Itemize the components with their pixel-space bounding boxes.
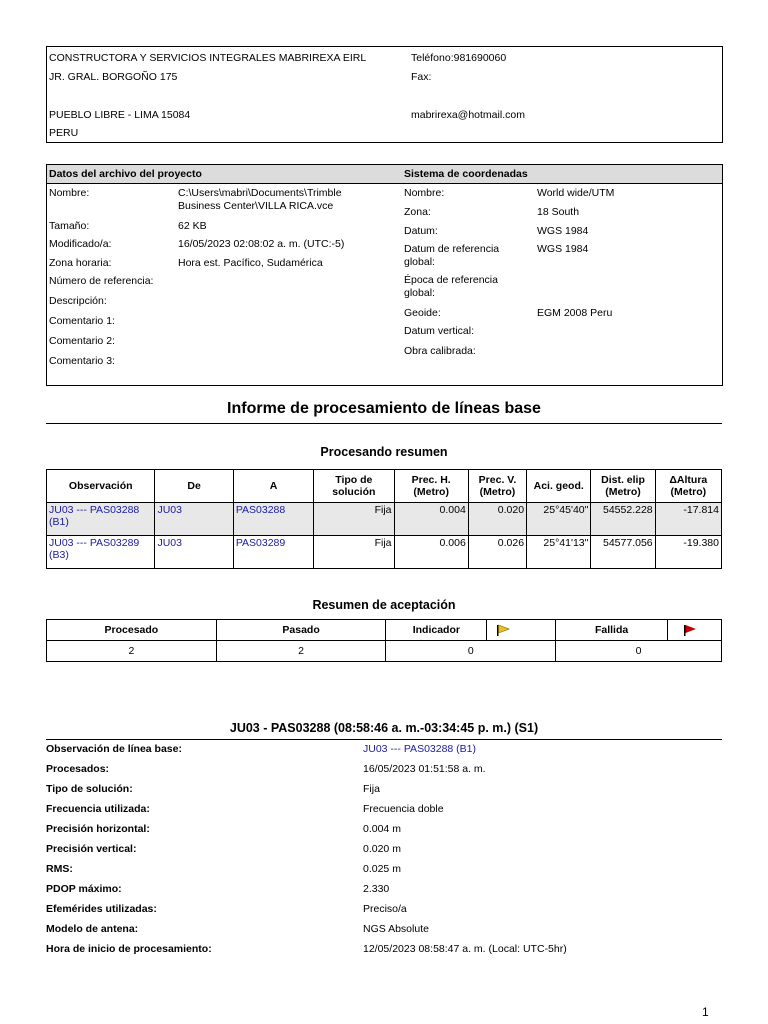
coord-global-datum-label-line1: Datum de referencia [404,243,500,255]
col-prec-v: Prec. V. (Metro) [468,470,526,503]
solution-type: Fija [314,536,394,569]
to-station-link[interactable]: PAS03288 [233,503,313,536]
failed-flag-cell [668,620,722,641]
table-row [47,536,722,569]
detail-value: NGS Absolute [363,923,429,935]
col-ellipsoid-distance: Dist. elip (Metro) [591,470,655,503]
detail-label: RMS: [46,863,73,875]
coord-datum-label: Datum: [404,225,438,237]
detail-value: 2.330 [363,883,390,895]
processing-summary-table [46,469,722,569]
coord-epoch-label-line2: global: [404,287,435,299]
acceptance-summary-table [46,619,722,662]
col-passed: Pasado [216,620,386,641]
detail-value: 0.004 m [363,823,401,835]
coord-geoid-value: EGM 2008 Peru [537,307,613,319]
project-timezone-label: Zona horaria: [49,257,112,269]
report-title: Informe de procesamiento de líneas base [227,400,541,417]
project-comment2-label: Comentario 2: [49,335,115,347]
red-flag-icon [683,624,697,636]
detail-label: Frecuencia utilizada: [46,803,150,815]
coord-name-label: Nombre: [404,187,445,199]
project-comment3-label: Comentario 3: [49,355,115,367]
detail-value: 0.025 m [363,863,401,875]
processed-count: 2 [47,641,217,662]
solution-type: Fija [314,503,394,536]
company-fax: Fax: [411,71,432,83]
detail-value: Fija [363,783,380,795]
col-failed: Fallida [556,620,668,641]
project-modified-label: Modificado/a: [49,238,112,250]
indicator-count: 0 [386,641,556,662]
detail-label: Precisión vertical: [46,843,137,855]
company-country: PERU [49,127,79,139]
col-to: A [233,470,313,503]
coord-geoid-label: Geoide: [404,307,441,319]
company-name: CONSTRUCTORA Y SERVICIOS INTEGRALES MABRIREXA EIRL [49,52,367,64]
company-address-line2: PUEBLO LIBRE - LIMA 15084 [49,109,191,121]
coord-vertical-datum-label: Datum vertical: [404,325,475,337]
project-description-label: Descripción: [49,295,107,307]
report-title-divider [46,423,722,424]
table-row [47,503,722,536]
delta-height-value: -17.814 [655,503,721,536]
detail-label: Efemérides utilizadas: [46,903,157,915]
indicator-flag-cell [487,620,556,641]
delta-height-value: -19.380 [655,536,721,569]
detail-value: 16/05/2023 01:51:58 a. m. [363,763,486,775]
col-azimuth: Aci. geod. [527,470,591,503]
azimuth-value: 25°41'13" [527,536,591,569]
detail-label: Procesados: [46,763,110,775]
project-size-value: 62 KB [178,220,207,232]
baseline-detail-divider [46,739,722,740]
project-size-label: Tamaño: [49,220,90,232]
detail-value: Frecuencia doble [363,803,444,815]
azimuth-value: 25°45'40" [527,503,591,536]
project-reference-label: Número de referencia: [49,275,154,287]
acceptance-title: Resumen de aceptación [312,598,456,612]
coord-global-datum-value: WGS 1984 [537,243,589,255]
summary-title: Procesando resumen [320,445,448,459]
col-processed: Procesado [47,620,217,641]
project-name-value-line1: C:\Users\mabri\Documents\Trimble [178,187,342,199]
project-file-header: Datos del archivo del proyecto [49,168,202,180]
company-email[interactable]: mabrirexa@hotmail.com [411,109,525,121]
company-phone: Teléfono:981690060 [411,52,507,64]
detail-value-link[interactable]: JU03 --- PAS03288 (B1) [363,743,477,755]
coord-epoch-label-line1: Época de referencia [404,274,498,286]
col-prec-h: Prec. H. (Metro) [394,470,468,503]
detail-label: Observación de línea base: [46,743,182,755]
col-observation: Observación [47,470,155,503]
detail-label: Hora de inicio de procesamiento: [46,943,212,955]
col-solution-type: Tipo de solución [314,470,394,503]
coord-zone-value: 18 South [537,206,580,218]
passed-count: 2 [216,641,386,662]
detail-label: Precisión horizontal: [46,823,150,835]
col-indicator: Indicador [386,620,487,641]
col-from: De [155,470,233,503]
project-name-label: Nombre: [49,187,90,199]
distance-value: 54577.056 [591,536,655,569]
prec-h-value: 0.006 [394,536,468,569]
project-modified-value: 16/05/2023 02:08:02 a. m. (UTC:-5) [178,238,345,250]
prec-h-value: 0.004 [394,503,468,536]
baseline-detail-title: JU03 - PAS03288 (08:58:46 a. m.-03:34:45 p. m.) (S1) [229,721,539,735]
coord-zone-label: Zona: [404,206,431,218]
detail-label: Tipo de solución: [46,783,133,795]
detail-label: Modelo de antena: [46,923,139,935]
observation-link[interactable]: JU03 --- PAS03289 (B3) [47,536,155,569]
distance-value: 54552.228 [591,503,655,536]
col-delta-height: ΔAltura (Metro) [655,470,721,503]
detail-value: 0.020 m [363,843,401,855]
company-info-box [46,46,723,143]
to-station-link[interactable]: PAS03289 [233,536,313,569]
observation-link[interactable]: JU03 --- PAS03288 (B1) [47,503,155,536]
prec-v-value: 0.026 [468,536,526,569]
detail-value: 12/05/2023 08:58:47 a. m. (Local: UTC-5hr) [363,943,567,955]
project-timezone-value: Hora est. Pacífico, Sudamérica [178,257,323,269]
page-number: 1 [702,1005,709,1019]
project-comment1-label: Comentario 1: [49,315,115,327]
detail-label: PDOP máximo: [46,883,122,895]
company-address-line1: JR. GRAL. BORGOÑO 175 [49,71,178,83]
coord-datum-value: WGS 1984 [537,225,589,237]
detail-value: Preciso/a [363,903,407,915]
yellow-flag-icon [496,624,510,636]
project-name-value-line2: Business Center\VILLA RICA.vce [178,200,334,212]
acceptance-header-row [47,620,722,641]
coordinate-system-header: Sistema de coordenadas [404,168,528,180]
from-station-link[interactable]: JU03 [155,536,233,569]
coord-calibrated-label: Obra calibrada: [404,345,476,357]
from-station-link[interactable]: JU03 [155,503,233,536]
acceptance-value-row [47,641,722,662]
project-info-box [46,164,723,386]
failed-count: 0 [556,641,722,662]
coord-name-value: World wide/UTM [537,187,615,199]
summary-header-row [47,470,722,503]
coord-global-datum-label-line2: global: [404,256,435,268]
prec-v-value: 0.020 [468,503,526,536]
